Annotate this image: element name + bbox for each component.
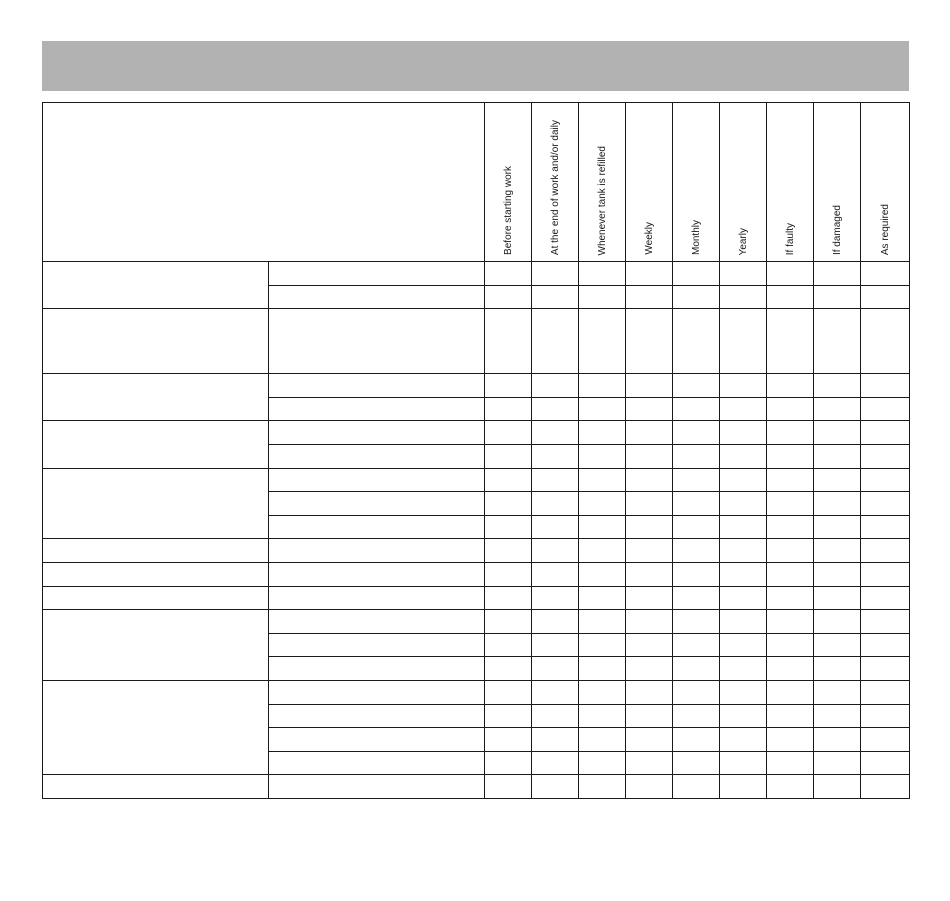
checkbox-cell[interactable] <box>532 421 579 445</box>
checkbox-cell[interactable] <box>673 657 720 681</box>
checkbox-cell[interactable] <box>767 586 814 610</box>
checkbox-cell[interactable] <box>673 374 720 398</box>
checkbox-cell[interactable] <box>814 421 861 445</box>
checkbox-cell[interactable] <box>673 751 720 775</box>
checkbox-cell[interactable] <box>767 374 814 398</box>
checkbox-cell[interactable] <box>861 562 910 586</box>
checkbox-cell[interactable] <box>626 421 673 445</box>
item-label-cell <box>269 397 485 421</box>
checkbox-cell[interactable] <box>720 374 767 398</box>
checkbox-cell[interactable] <box>579 285 626 309</box>
table-row <box>43 775 910 799</box>
checkbox-cell[interactable] <box>485 539 532 563</box>
table-row <box>43 421 910 445</box>
checkbox-cell[interactable] <box>673 586 720 610</box>
checkbox-cell[interactable] <box>767 562 814 586</box>
checkbox-cell[interactable] <box>814 309 861 374</box>
checkbox-cell[interactable] <box>532 539 579 563</box>
checkbox-cell[interactable] <box>579 562 626 586</box>
checkbox-cell[interactable] <box>861 775 910 799</box>
checkbox-cell[interactable] <box>579 657 626 681</box>
checkbox-cell[interactable] <box>720 657 767 681</box>
checkbox-cell[interactable] <box>626 704 673 728</box>
checkbox-cell[interactable] <box>814 262 861 286</box>
checkbox-cell[interactable] <box>579 586 626 610</box>
checkbox-cell[interactable] <box>626 775 673 799</box>
table-row <box>43 468 910 492</box>
checkbox-cell[interactable] <box>532 562 579 586</box>
checkbox-cell[interactable] <box>767 775 814 799</box>
checkbox-cell[interactable] <box>532 492 579 516</box>
checkbox-cell[interactable] <box>673 610 720 634</box>
checkbox-cell[interactable] <box>861 397 910 421</box>
checkbox-cell[interactable] <box>673 262 720 286</box>
checkbox-cell[interactable] <box>532 515 579 539</box>
column-header: Before starting work <box>485 103 532 262</box>
checkbox-cell[interactable] <box>485 704 532 728</box>
checkbox-cell[interactable] <box>720 633 767 657</box>
checkbox-cell[interactable] <box>720 397 767 421</box>
checkbox-cell[interactable] <box>626 492 673 516</box>
checkbox-cell[interactable] <box>720 751 767 775</box>
checkbox-cell[interactable] <box>579 775 626 799</box>
checkbox-cell[interactable] <box>485 610 532 634</box>
checkbox-cell[interactable] <box>720 468 767 492</box>
checkbox-cell[interactable] <box>814 775 861 799</box>
checkbox-cell[interactable] <box>485 262 532 286</box>
checkbox-cell[interactable] <box>626 562 673 586</box>
checkbox-cell[interactable] <box>532 610 579 634</box>
item-label-cell <box>269 515 485 539</box>
checkbox-cell[interactable] <box>673 680 720 704</box>
checkbox-cell[interactable] <box>814 657 861 681</box>
checkbox-cell[interactable] <box>626 586 673 610</box>
checkbox-cell[interactable] <box>532 397 579 421</box>
checkbox-cell[interactable] <box>861 262 910 286</box>
checkbox-cell[interactable] <box>720 586 767 610</box>
checkbox-cell[interactable] <box>861 751 910 775</box>
checkbox-cell[interactable] <box>767 539 814 563</box>
checkbox-cell[interactable] <box>814 728 861 752</box>
checkbox-cell[interactable] <box>814 704 861 728</box>
checkbox-cell[interactable] <box>814 444 861 468</box>
column-header: Whenever tank is refilled <box>579 103 626 262</box>
group-label-cell <box>43 539 269 563</box>
checkbox-cell[interactable] <box>579 751 626 775</box>
checkbox-cell[interactable] <box>673 728 720 752</box>
checkbox-cell[interactable] <box>532 285 579 309</box>
checkbox-cell[interactable] <box>579 633 626 657</box>
checkbox-cell[interactable] <box>626 633 673 657</box>
checkbox-cell[interactable] <box>626 468 673 492</box>
checkbox-cell[interactable] <box>485 397 532 421</box>
checkbox-cell[interactable] <box>579 309 626 374</box>
checkbox-cell[interactable] <box>720 562 767 586</box>
table-row <box>43 374 910 398</box>
item-label-cell <box>269 704 485 728</box>
checkbox-cell[interactable] <box>579 468 626 492</box>
checkbox-cell[interactable] <box>861 374 910 398</box>
checkbox-cell[interactable] <box>814 515 861 539</box>
checkbox-cell[interactable] <box>673 562 720 586</box>
column-header: Yearly <box>720 103 767 262</box>
checkbox-cell[interactable] <box>767 397 814 421</box>
table-row <box>43 262 910 286</box>
checkbox-cell[interactable] <box>767 444 814 468</box>
checkbox-cell[interactable] <box>579 539 626 563</box>
checkbox-cell[interactable] <box>861 539 910 563</box>
item-label-cell <box>269 374 485 398</box>
checkbox-cell[interactable] <box>673 539 720 563</box>
group-label-cell <box>43 775 269 799</box>
checkbox-cell[interactable] <box>767 262 814 286</box>
checkbox-cell[interactable] <box>720 444 767 468</box>
checkbox-cell[interactable] <box>767 492 814 516</box>
checkbox-cell[interactable] <box>861 633 910 657</box>
checkbox-cell[interactable] <box>720 539 767 563</box>
title-banner <box>42 41 909 91</box>
checkbox-cell[interactable] <box>673 309 720 374</box>
checkbox-cell[interactable] <box>532 657 579 681</box>
item-label-cell <box>269 309 485 374</box>
checkbox-cell[interactable] <box>767 468 814 492</box>
table-row <box>43 539 910 563</box>
group-label-cell <box>43 309 269 374</box>
checkbox-cell[interactable] <box>579 397 626 421</box>
group-label-cell <box>43 680 269 774</box>
checkbox-cell[interactable] <box>814 610 861 634</box>
checkbox-cell[interactable] <box>720 285 767 309</box>
checkbox-cell[interactable] <box>626 444 673 468</box>
checkbox-cell[interactable] <box>861 657 910 681</box>
item-label-cell <box>269 421 485 445</box>
group-label-cell <box>43 610 269 681</box>
checkbox-cell[interactable] <box>485 309 532 374</box>
checkbox-cell[interactable] <box>626 285 673 309</box>
checkbox-cell[interactable] <box>579 610 626 634</box>
checkbox-cell[interactable] <box>532 468 579 492</box>
checkbox-cell[interactable] <box>814 586 861 610</box>
item-label-cell <box>269 633 485 657</box>
checkbox-cell[interactable] <box>626 539 673 563</box>
checkbox-cell[interactable] <box>767 751 814 775</box>
checkbox-cell[interactable] <box>861 704 910 728</box>
column-header: As required <box>861 103 910 262</box>
checkbox-cell[interactable] <box>532 704 579 728</box>
checkbox-cell[interactable] <box>485 680 532 704</box>
checkbox-cell[interactable] <box>861 285 910 309</box>
checkbox-cell[interactable] <box>861 421 910 445</box>
table-row <box>43 610 910 634</box>
checkbox-cell[interactable] <box>532 728 579 752</box>
table-row <box>43 586 910 610</box>
checkbox-cell[interactable] <box>767 657 814 681</box>
checkbox-cell[interactable] <box>814 285 861 309</box>
table-row <box>43 309 910 374</box>
checkbox-cell[interactable] <box>673 704 720 728</box>
checkbox-cell[interactable] <box>532 262 579 286</box>
item-label-cell <box>269 775 485 799</box>
checkbox-cell[interactable] <box>861 309 910 374</box>
item-label-cell <box>269 610 485 634</box>
checkbox-cell[interactable] <box>814 374 861 398</box>
checkbox-cell[interactable] <box>579 444 626 468</box>
checkbox-cell[interactable] <box>485 775 532 799</box>
item-label-cell <box>269 262 485 286</box>
checkbox-cell[interactable] <box>532 309 579 374</box>
item-label-cell <box>269 468 485 492</box>
column-header: Weekly <box>626 103 673 262</box>
checkbox-cell[interactable] <box>814 468 861 492</box>
checkbox-cell[interactable] <box>485 285 532 309</box>
checkbox-cell[interactable] <box>767 680 814 704</box>
checkbox-cell[interactable] <box>767 515 814 539</box>
table-row <box>43 562 910 586</box>
checkbox-cell[interactable] <box>673 397 720 421</box>
checkbox-cell[interactable] <box>814 492 861 516</box>
checkbox-cell[interactable] <box>720 515 767 539</box>
checkbox-cell[interactable] <box>720 492 767 516</box>
header-row <box>43 103 910 262</box>
checkbox-cell[interactable] <box>626 309 673 374</box>
checkbox-cell[interactable] <box>579 704 626 728</box>
checkbox-cell[interactable] <box>579 515 626 539</box>
item-label-cell <box>269 751 485 775</box>
checkbox-cell[interactable] <box>532 775 579 799</box>
column-header: If damaged <box>814 103 861 262</box>
checkbox-cell[interactable] <box>720 421 767 445</box>
table-row <box>43 680 910 704</box>
item-label-cell <box>269 492 485 516</box>
checkbox-cell[interactable] <box>532 680 579 704</box>
group-label-cell <box>43 562 269 586</box>
checkbox-cell[interactable] <box>814 751 861 775</box>
checkbox-cell[interactable] <box>579 680 626 704</box>
checkbox-cell[interactable] <box>485 562 532 586</box>
checkbox-cell[interactable] <box>626 397 673 421</box>
checkbox-cell[interactable] <box>532 586 579 610</box>
checkbox-cell[interactable] <box>485 421 532 445</box>
checkbox-cell[interactable] <box>767 285 814 309</box>
checkbox-cell[interactable] <box>861 515 910 539</box>
checkbox-cell[interactable] <box>814 397 861 421</box>
checkbox-cell[interactable] <box>720 775 767 799</box>
checkbox-cell[interactable] <box>579 728 626 752</box>
checkbox-cell[interactable] <box>485 586 532 610</box>
checkbox-cell[interactable] <box>861 468 910 492</box>
checkbox-cell[interactable] <box>814 539 861 563</box>
checkbox-cell[interactable] <box>673 515 720 539</box>
checkbox-cell[interactable] <box>861 680 910 704</box>
item-label-cell <box>269 539 485 563</box>
checkbox-cell[interactable] <box>485 374 532 398</box>
checkbox-cell[interactable] <box>626 515 673 539</box>
item-label-cell <box>269 444 485 468</box>
checkbox-cell[interactable] <box>485 492 532 516</box>
checkbox-cell[interactable] <box>532 444 579 468</box>
checkbox-cell[interactable] <box>532 374 579 398</box>
checkbox-cell[interactable] <box>767 610 814 634</box>
checkbox-cell[interactable] <box>532 751 579 775</box>
checkbox-cell[interactable] <box>814 562 861 586</box>
checkbox-cell[interactable] <box>485 657 532 681</box>
checkbox-cell[interactable] <box>720 610 767 634</box>
checkbox-cell[interactable] <box>673 633 720 657</box>
maintenance-schedule-table <box>42 102 910 799</box>
item-label-cell <box>269 680 485 704</box>
checkbox-cell[interactable] <box>767 633 814 657</box>
item-label-cell <box>269 562 485 586</box>
checkbox-cell[interactable] <box>673 492 720 516</box>
checkbox-cell[interactable] <box>579 374 626 398</box>
checkbox-cell[interactable] <box>861 444 910 468</box>
checkbox-cell[interactable] <box>861 586 910 610</box>
group-label-cell <box>43 468 269 539</box>
checkbox-cell[interactable] <box>673 421 720 445</box>
item-label-cell <box>269 285 485 309</box>
checkbox-cell[interactable] <box>579 262 626 286</box>
checkbox-cell[interactable] <box>579 421 626 445</box>
checkbox-cell[interactable] <box>485 633 532 657</box>
checkbox-cell[interactable] <box>626 610 673 634</box>
checkbox-cell[interactable] <box>814 680 861 704</box>
checkbox-cell[interactable] <box>626 657 673 681</box>
checkbox-cell[interactable] <box>626 680 673 704</box>
column-header: Monthly <box>673 103 720 262</box>
checkbox-cell[interactable] <box>626 374 673 398</box>
header-blank-cell <box>43 103 485 262</box>
checkbox-cell[interactable] <box>720 680 767 704</box>
checkbox-cell[interactable] <box>673 775 720 799</box>
checkbox-cell[interactable] <box>861 492 910 516</box>
checkbox-cell[interactable] <box>767 728 814 752</box>
item-label-cell <box>269 657 485 681</box>
checkbox-cell[interactable] <box>673 285 720 309</box>
checkbox-cell[interactable] <box>720 704 767 728</box>
group-label-cell <box>43 421 269 468</box>
checkbox-cell[interactable] <box>767 309 814 374</box>
checkbox-cell[interactable] <box>861 728 910 752</box>
checkbox-cell[interactable] <box>485 751 532 775</box>
checkbox-cell[interactable] <box>579 492 626 516</box>
checkbox-cell[interactable] <box>626 262 673 286</box>
checkbox-cell[interactable] <box>814 633 861 657</box>
checkbox-cell[interactable] <box>720 309 767 374</box>
checkbox-cell[interactable] <box>720 728 767 752</box>
checkbox-cell[interactable] <box>767 421 814 445</box>
group-label-cell <box>43 374 269 421</box>
checkbox-cell[interactable] <box>485 515 532 539</box>
group-label-cell <box>43 262 269 309</box>
column-header: If faulty <box>767 103 814 262</box>
column-header: At the end of work and/or daily <box>532 103 579 262</box>
item-label-cell <box>269 586 485 610</box>
group-label-cell <box>43 586 269 610</box>
checkbox-cell[interactable] <box>485 444 532 468</box>
checkbox-cell[interactable] <box>720 262 767 286</box>
checkbox-cell[interactable] <box>861 610 910 634</box>
checkbox-cell[interactable] <box>673 444 720 468</box>
checkbox-cell[interactable] <box>485 468 532 492</box>
checkbox-cell[interactable] <box>626 728 673 752</box>
checkbox-cell[interactable] <box>767 704 814 728</box>
checkbox-cell[interactable] <box>485 728 532 752</box>
item-label-cell <box>269 728 485 752</box>
checkbox-cell[interactable] <box>532 633 579 657</box>
checkbox-cell[interactable] <box>626 751 673 775</box>
checkbox-cell[interactable] <box>673 468 720 492</box>
